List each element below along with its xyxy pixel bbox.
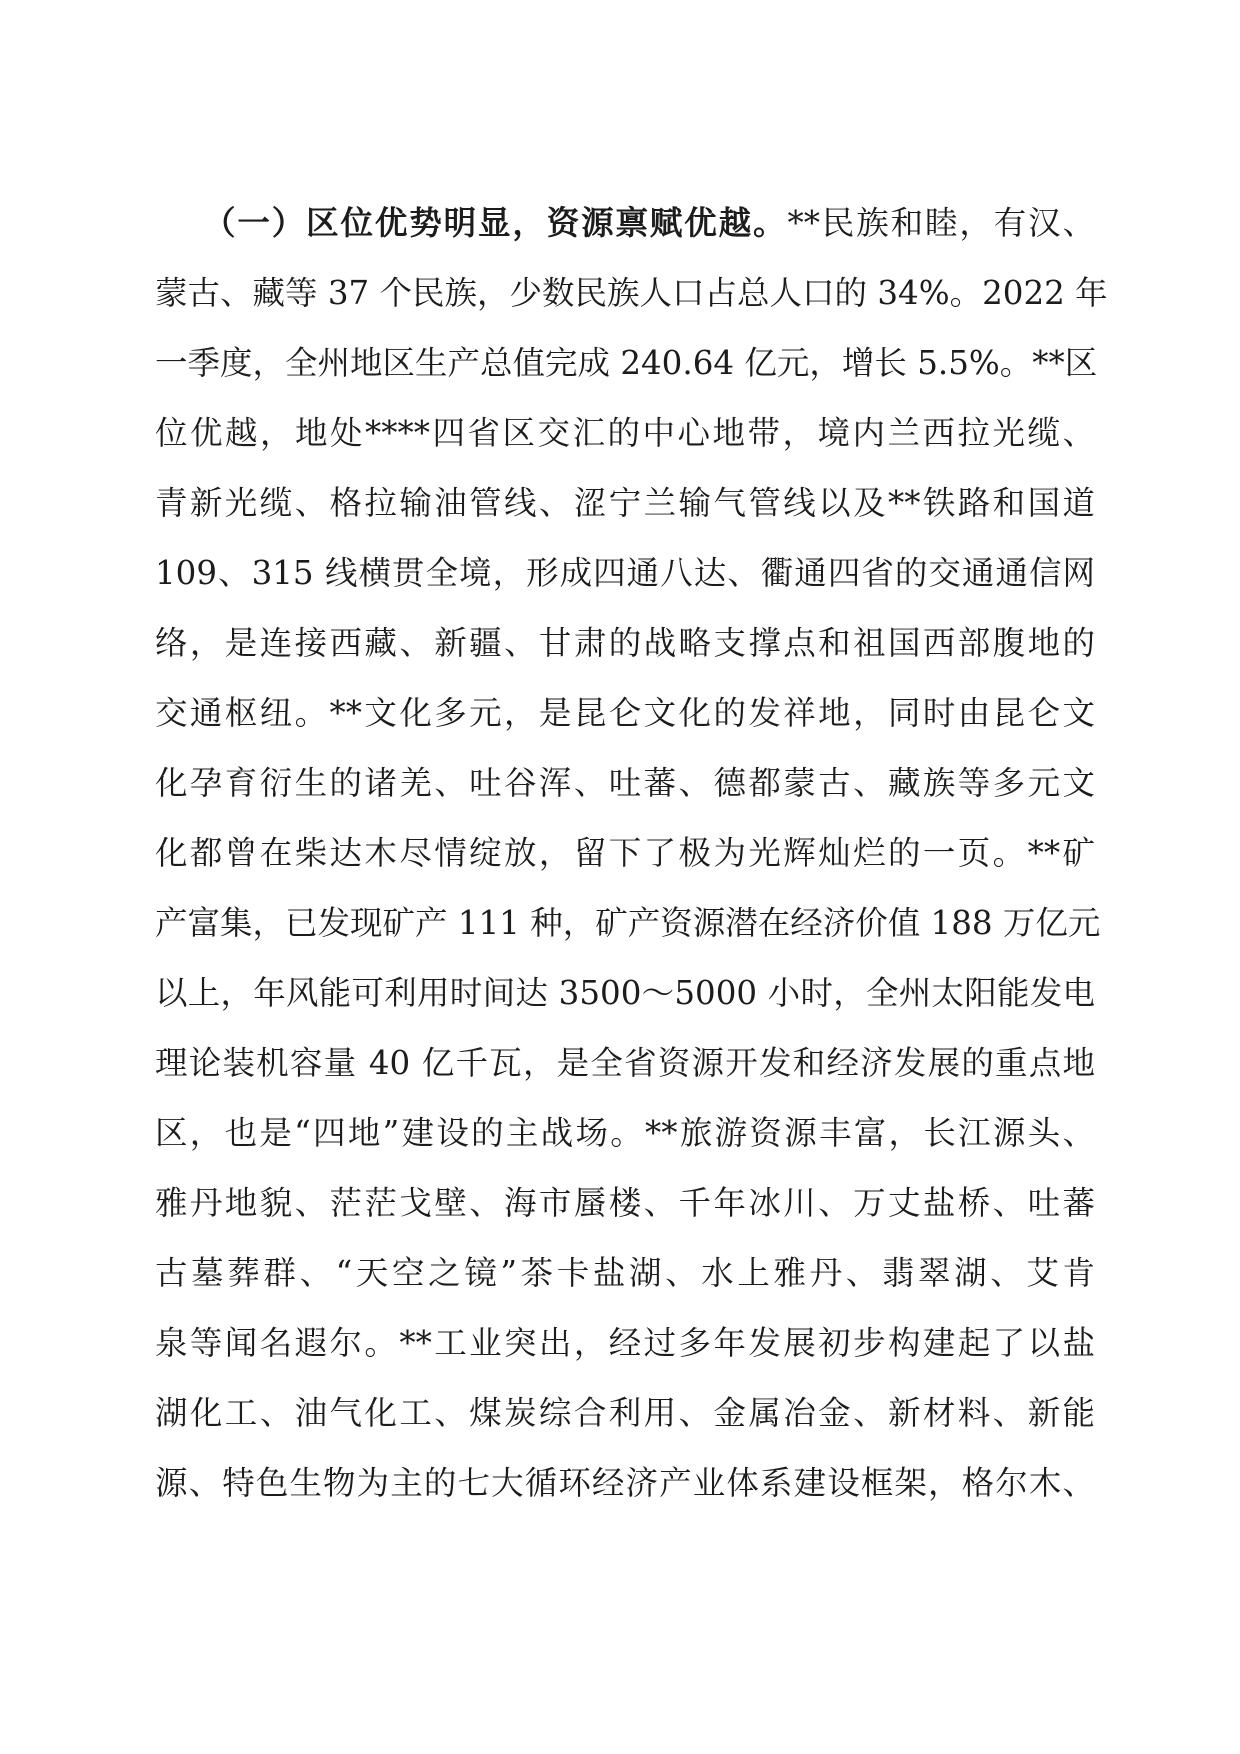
paragraph-line: 交通枢纽。**文化多元，是昆仑文化的发祥地，同时由昆仑文 — [155, 694, 1095, 732]
paragraph-line: 青新光缆、格拉输油管线、涩宁兰输气管线以及**铁路和国道 — [155, 484, 1095, 522]
section-heading: （一）区位优势明显，资源禀赋优越。 — [203, 203, 788, 242]
paragraph-line: 源、特色生物为主的七大循环经济产业体系建设框架，格尔木、 — [155, 1464, 1095, 1502]
paragraph-line: 产富集，已发现矿产 111 种，矿产资源潜在经济价值 188 万亿元 — [155, 904, 1101, 942]
paragraph-line: 化都曾在柴达木尽情绽放，留下了极为光辉灿烂的一页。**矿 — [155, 834, 1095, 872]
paragraph-line: 以上，年风能可利用时间达 3500～5000 小时，全州太阳能发电 — [155, 974, 1095, 1012]
paragraph-line: 古墓葬群、“天空之镜”茶卡盐湖、水上雅丹、翡翠湖、艾肯 — [155, 1254, 1095, 1292]
paragraph-line: 蒙古、藏等 37 个民族，少数民族人口占总人口的 34%。2022 年 — [155, 274, 1108, 312]
paragraph-line: 络，是连接西藏、新疆、甘肃的战略支撑点和祖国西部腹地的 — [155, 624, 1095, 662]
paragraph-line-1 — [155, 188, 1095, 258]
paragraph-line: 位优越，地处****四省区交汇的中心地带，境内兰西拉光缆、 — [155, 414, 1095, 452]
paragraph-line: 雅丹地貌、茫茫戈壁、海市蜃楼、千年冰川、万丈盐桥、吐蕃 — [155, 1184, 1095, 1222]
paragraph-line: 区，也是“四地”建设的主战场。**旅游资源丰富，长江源头、 — [155, 1114, 1095, 1152]
paragraph-line: 泉等闻名遐尔。**工业突出，经过多年发展初步构建起了以盐 — [155, 1324, 1095, 1362]
body-paragraph — [155, 188, 1108, 1518]
paragraph-line: 化孕育衍生的诸羌、吐谷浑、吐蕃、德都蒙古、藏族等多元文 — [155, 764, 1095, 802]
line-text: **民族和睦，有汉、 — [787, 204, 1095, 242]
paragraph-line: 理论装机容量 40 亿千瓦，是全省资源开发和经济发展的重点地 — [155, 1044, 1095, 1082]
paragraph-line: 湖化工、油气化工、煤炭综合利用、金属冶金、新材料、新能 — [155, 1394, 1095, 1432]
paragraph-line: 一季度，全州地区生产总值完成 240.64 亿元，增长 5.5%。**区 — [155, 344, 1098, 382]
paragraph-line: 109、315 线横贯全境，形成四通八达、衢通四省的交通通信网 — [155, 554, 1095, 592]
